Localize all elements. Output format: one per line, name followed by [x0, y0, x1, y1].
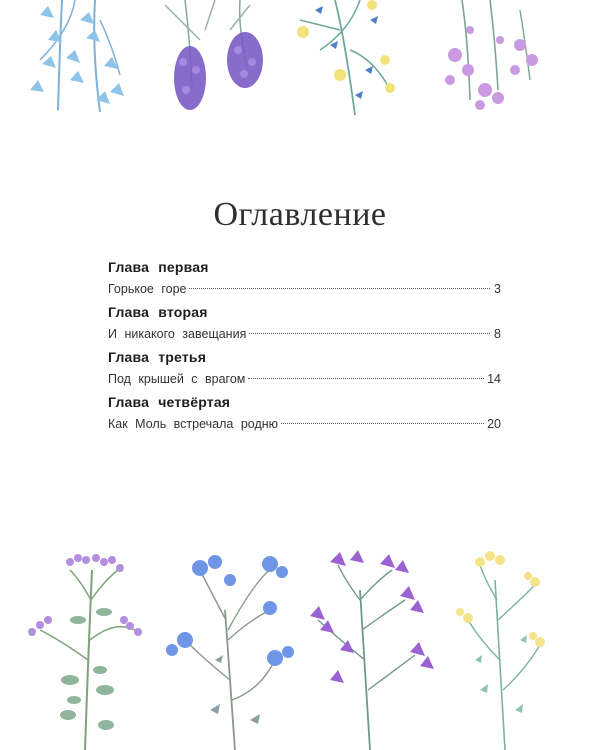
chapter-heading: Глава первая [108, 259, 209, 275]
toc-entry[interactable] [108, 277, 501, 301]
bottom-illustrations [0, 540, 600, 750]
page-title: Оглавление [213, 196, 387, 233]
dot-leader [248, 378, 484, 379]
purple-bellflower-icon [310, 550, 434, 750]
dot-leader [249, 333, 490, 334]
page-number: 3 [494, 282, 501, 296]
toc-entry[interactable] [108, 322, 501, 346]
oregano-icon [28, 554, 142, 750]
chapter-4 [108, 393, 501, 436]
bluebell-icon [30, 0, 124, 112]
pink-flower-icon [445, 0, 538, 110]
yellow-wildflower-icon [456, 551, 545, 750]
entry-title: Горькое горе [108, 282, 187, 296]
yellow-flower-icon [297, 0, 395, 115]
dot-leader [281, 423, 484, 424]
chapter-2 [108, 303, 501, 346]
chapter-1 [108, 258, 501, 301]
entry-title: И никакого завещания [108, 327, 247, 341]
chapter-heading: Глава третья [108, 349, 207, 365]
chapter-heading: Глава вторая [108, 304, 208, 320]
table-of-contents [108, 258, 501, 438]
dot-leader [189, 288, 490, 289]
chapter-heading: Глава четвёртая [108, 394, 231, 410]
page-number: 8 [494, 327, 501, 341]
toc-entry[interactable] [108, 367, 501, 391]
entry-title: Под крышей с врагом [108, 372, 246, 386]
page-number: 20 [487, 417, 501, 431]
entry-title: Как Моль встречала родню [108, 417, 279, 431]
page-number: 14 [487, 372, 501, 386]
blue-geranium-icon [166, 555, 294, 750]
chapter-3 [108, 348, 501, 391]
top-illustrations [0, 0, 600, 125]
toc-entry[interactable] [108, 412, 501, 436]
lavender-icon [165, 0, 263, 110]
